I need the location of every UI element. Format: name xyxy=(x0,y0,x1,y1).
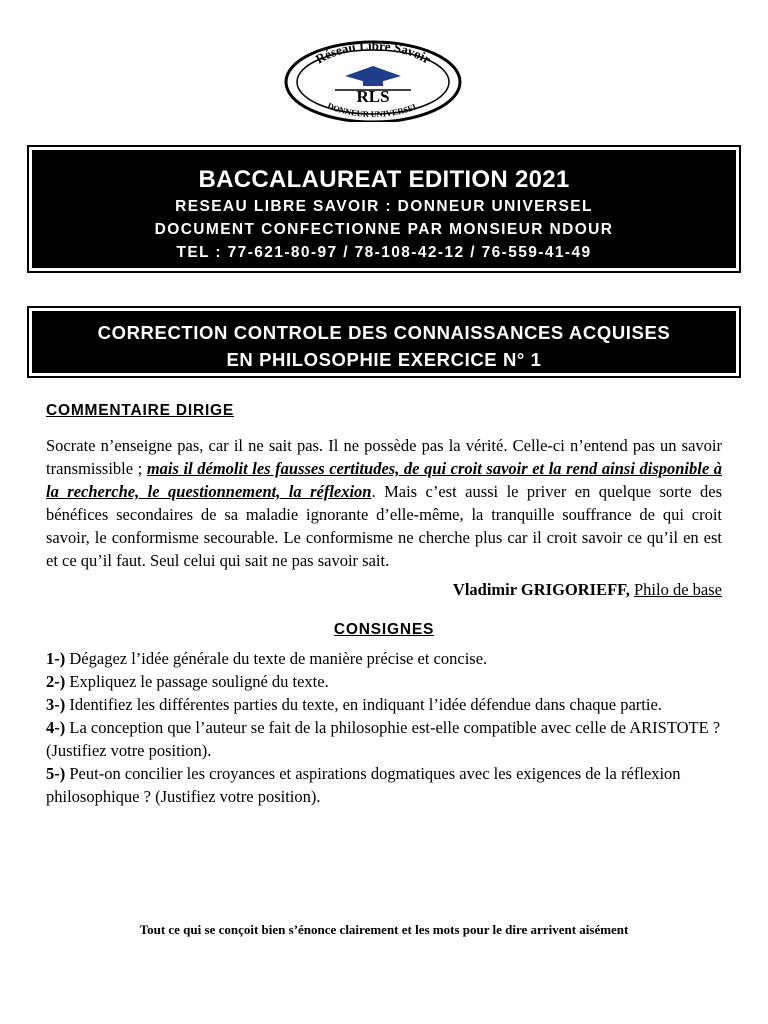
consigne-text: Identifiez les différentes parties du texte, en indiquant l’idée défendue dans chaque partie. xyxy=(65,695,662,714)
header-box xyxy=(27,145,741,273)
quote-paragraph xyxy=(46,434,722,572)
consigne-item xyxy=(46,647,722,670)
consigne-text: Expliquez le passage souligné du texte. xyxy=(65,672,329,691)
consigne-number: 4-) xyxy=(46,718,66,737)
consigne-item xyxy=(46,670,722,693)
quote-signature xyxy=(453,580,722,600)
document-title-box xyxy=(27,306,741,378)
consigne-text: La conception que l’auteur se fait de la philosophie est-elle compatible avec celle de ARISTOTE ? (Justifiez votre position). xyxy=(46,718,721,760)
consignes-list xyxy=(46,647,722,808)
logo-initials: RLS xyxy=(356,87,390,106)
header-line-1: RESEAU LIBRE SAVOIR : DONNEUR UNIVERSEL xyxy=(175,198,593,215)
author-name: Vladimir GRIGORIEFF, xyxy=(452,580,630,599)
consigne-item xyxy=(46,716,722,762)
logo-bottom-text: DONNEUR UNIVERSEL xyxy=(325,100,421,119)
consigne-number: 5-) xyxy=(46,764,66,783)
quote-part-1: Socrate n’enseigne pas, car il ne sait pas. Il ne possède pas la vérité. Celle-ci n’entend pas un savoir transmissible ; xyxy=(46,436,722,478)
consigne-number: 3-) xyxy=(46,695,66,714)
source-title: Philo de base xyxy=(634,580,722,599)
document-title-line-1: CORRECTION CONTROLE DES CONNAISSANCES ACQUISES xyxy=(97,322,671,343)
header-line-2: DOCUMENT CONFECTIONNE PAR MONSIEUR NDOUR xyxy=(154,221,614,238)
consigne-text: Dégagez l’idée générale du texte de manière précise et concise. xyxy=(65,649,488,668)
footer-quote: Tout ce qui se conçoit bien s’énonce clairement et les mots pour le dire arrivent aisément xyxy=(139,922,629,937)
rls-logo xyxy=(283,38,463,122)
consignes-heading: CONSIGNES xyxy=(333,621,435,638)
logo-arc-text: Réseau Libre Savoir xyxy=(312,38,434,67)
underlined-passage: mais il démolit les fausses certitudes, de qui croit savoir et la rend ainsi disponible à la recherche, le questionnement, la réflexion xyxy=(46,459,722,501)
header-line-3: TEL : 77-621-80-97 / 78-108-42-12 / 76-559-41-49 xyxy=(176,244,592,261)
consigne-item xyxy=(46,693,722,716)
commentaire-heading: COMMENTAIRE DIRIGE xyxy=(46,402,235,419)
consigne-item xyxy=(46,762,722,808)
quote-part-3: . Mais c’est aussi le priver en quelque sorte des bénéfices secondaires de sa maladie ignorante d’elle-même, la tranquille souffrance de qui croit savoir, le conformisme secourable. Le conformisme ne cherche plus car il croit savoir ce qu’il en est et ce qu’il faut. Seul celui qui sait ne pas savoir sait. xyxy=(46,482,723,570)
consigne-text: Peut-on concilier les croyances et aspirations dogmatiques avec les exigences de la réflexion philosophique ? (Justifiez votre position). xyxy=(46,764,681,806)
consigne-number: 2-) xyxy=(46,672,66,691)
consigne-number: 1-) xyxy=(46,649,66,668)
document-title-line-2: EN PHILOSOPHIE EXERCICE N° 1 xyxy=(226,349,542,370)
header-title: BACCALAUREAT EDITION 2021 xyxy=(198,166,570,193)
